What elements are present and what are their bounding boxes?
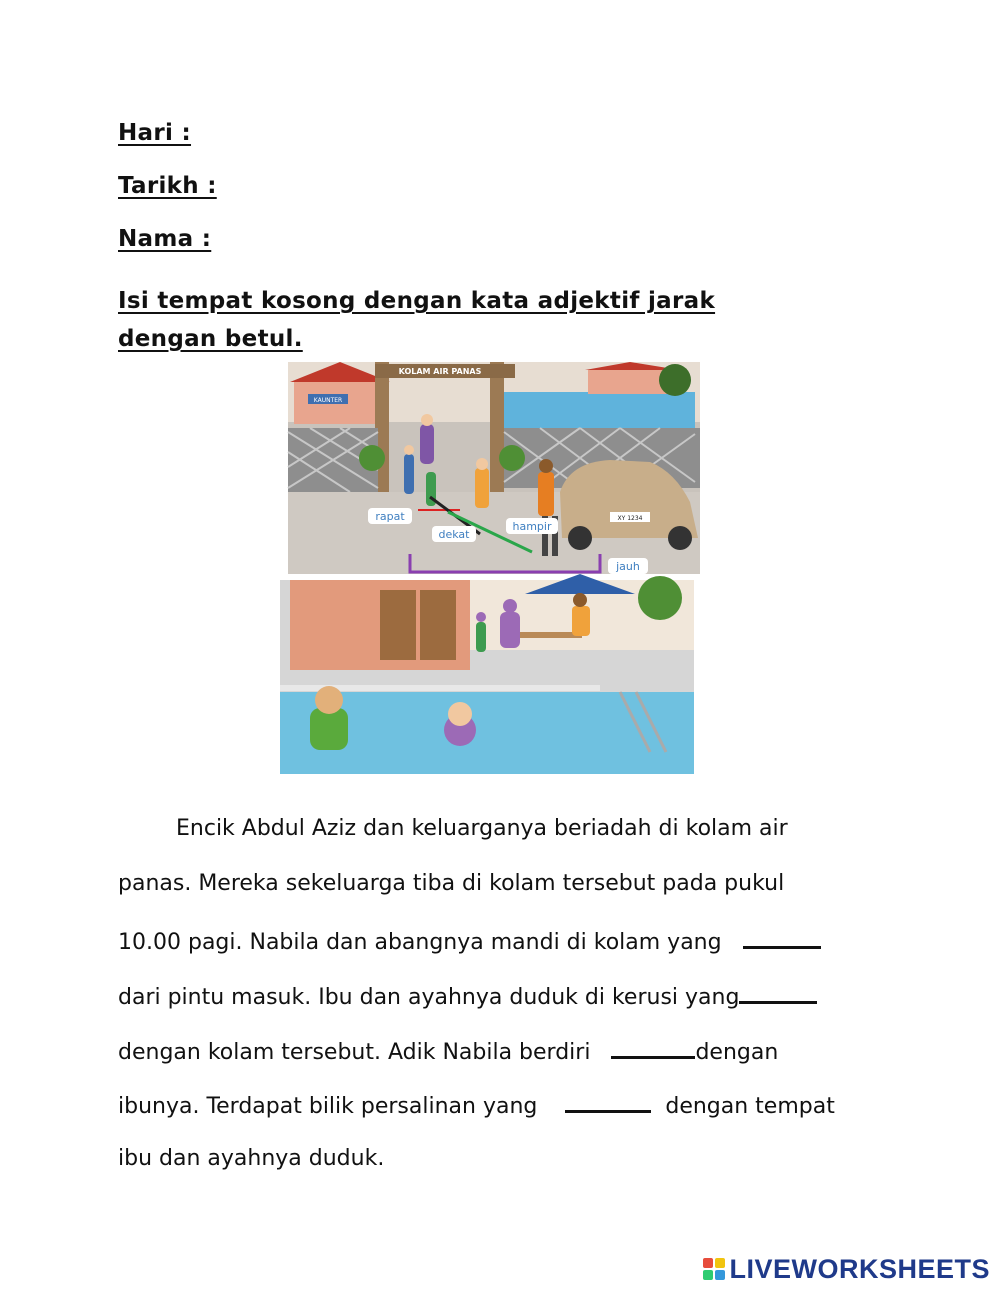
label-rapat: rapat — [375, 510, 405, 523]
tarikh-label: Tarikh : — [118, 173, 217, 199]
passage-line-3: 10.00 pagi. Nabila dan abangnya mandi di kolam yang — [118, 926, 821, 955]
kaunter-sign: KAUNTER — [313, 397, 343, 404]
blank-2[interactable] — [739, 981, 817, 1004]
liveworksheets-logo[interactable] — [703, 1254, 990, 1284]
gate-sign: KOLAM AIR PANAS — [398, 367, 482, 376]
label-jauh: jauh — [616, 560, 640, 573]
instruction: Isi tempat kosong dengan kata adjektif jarak dengan betul. — [118, 288, 716, 352]
passage-line-5: dengan kolam tersebut. Adik Nabila berdiri dengan — [118, 1036, 778, 1065]
passage-line-7: ibu dan ayahnya duduk. — [118, 1146, 385, 1171]
blank-4[interactable] — [565, 1090, 651, 1113]
passage-line-1: Encik Abdul Aziz dan keluarganya beriadah di kolam air — [176, 816, 788, 841]
passage-line-4: dari pintu masuk. Ibu dan ayahnya duduk di kerusi yang — [118, 981, 817, 1010]
passage-line-2: panas. Mereka sekeluarga tiba di kolam tersebut pada pukul — [118, 871, 785, 896]
label-hampir: hampir — [512, 520, 552, 533]
pool-scene — [280, 574, 694, 774]
label-dekat: dekat — [438, 528, 470, 541]
logo-icon — [703, 1258, 725, 1280]
blank-1[interactable] — [743, 926, 821, 949]
brand-name: LIVEWORKSHEETS — [729, 1253, 990, 1284]
entrance-scene — [288, 362, 700, 574]
blank-3[interactable] — [611, 1036, 695, 1059]
passage-line-6: ibunya. Terdapat bilik persalinan yang dengan tempat — [118, 1090, 835, 1119]
illustration — [280, 362, 700, 774]
car-plate: XY 1234 — [617, 515, 643, 522]
nama-label: Nama : — [118, 226, 212, 252]
hari-label: Hari : — [118, 120, 192, 146]
